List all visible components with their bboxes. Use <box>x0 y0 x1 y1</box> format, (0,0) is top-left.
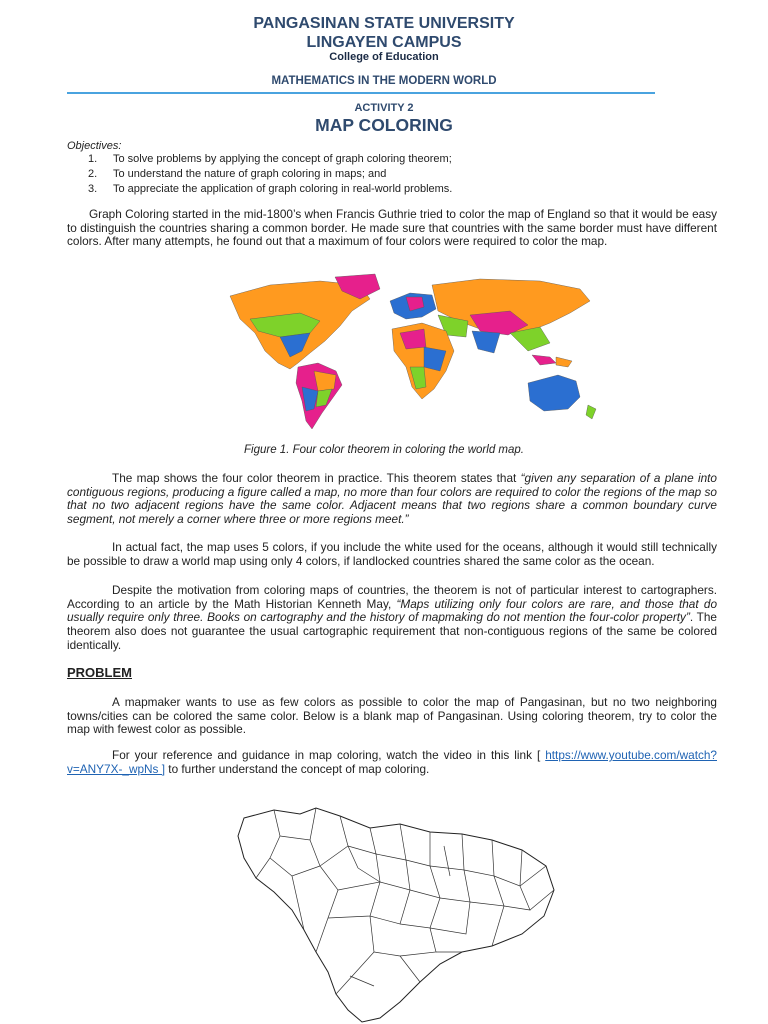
province-outline <box>238 808 554 1022</box>
course-title: MATHEMATICS IN THE MODERN WORLD <box>271 75 497 87</box>
objective-item: 1. To solve problems by applying the concept of graph coloring theorem; <box>88 153 452 165</box>
theorem-paragraph: The map shows the four color theorem in practice. This theorem states that “given any separation of a plane into contiguous regions, producing a figure called a map, no more than four colors are required to color the regions of the map so that no two adjacent regions have the same color. Adjacent means that two regions share a common boundary curve segment, not merely a corner where three or more regions meet.” <box>67 471 717 527</box>
objectives-list <box>67 152 452 197</box>
objective-item: 3. To appreciate the application of graph coloring in real-world problems. <box>88 183 453 195</box>
world-map-figure <box>210 271 610 436</box>
map-region <box>532 355 556 365</box>
objective-item: 2. To understand the nature of graph coloring in maps; and <box>88 168 387 180</box>
pangasinan-blank-map <box>230 806 560 1024</box>
motivation-paragraph: Despite the motivation from coloring maps of countries, the theorem is not of particular interest to cartographers. According to an article by the Math Historian Kenneth May, “Maps utilizing only four colors are rare, and those that do usually require only three. Books on cartography and the history of mapmaking do not mention the four-color property”. The theorem also does not guarantee the usual cartographic requirement that non-contiguous regions of the same be colored identically. <box>67 583 717 652</box>
may-quote: “Maps utilizing only four colors are rare, and those that do usually require only three. Books on cartography and the history of mapmaking do not mention the four-color property” <box>67 596 717 625</box>
colors-paragraph: In actual fact, the map uses 5 colors, if you include the white used for the oceans, although it would still technically be possible to draw a world map using only 4 colors, if landlocked countries shared the same color as the ocean. <box>67 540 717 568</box>
problem-paragraph: A mapmaker wants to use as few colors as possible to color the map of Pangasinan, but no two neighboring towns/cities can be colored the same color. Below is a blank map of Pangasinan. Using coloring theorem, try to color the map with fewest color as possible. <box>67 695 717 737</box>
theorem-quote: “given any separation of a plane into contiguous regions, producing a figure called a map, no more than four colors are required to color the regions of the map so that no two adjacent regions have the same color. Adjacent means that two regions share a common boundary curve segment, not merely a corner where three or more regions meet.” <box>67 471 717 527</box>
intro-paragraph: Graph Coloring started in the mid-1800’s when Francis Guthrie tried to color the map of England so that it would be easy to distinguish the countries sharing a common border. He made sure that countries with the same border must have different colors. After many attempts, he found out that a maximum of four colors were required to color the map. <box>67 207 717 249</box>
video-link[interactable]: https://www.youtube.com/watch?v=ANY7X-_wpNs ] <box>67 748 717 776</box>
campus-name: LINGAYEN CAMPUS <box>306 34 462 51</box>
activity-label: ACTIVITY 2 <box>354 102 414 114</box>
figure-caption: Figure 1. Four color theorem in coloring the world map. <box>244 444 524 456</box>
college-name: College of Education <box>329 51 439 63</box>
university-name: PANGASINAN STATE UNIVERSITY <box>253 15 515 32</box>
map-region <box>472 331 500 353</box>
map-region <box>556 357 572 367</box>
activity-title: MAP COLORING <box>315 115 453 135</box>
header-divider <box>67 92 655 94</box>
problem-heading: PROBLEM <box>67 665 132 680</box>
map-region <box>528 375 580 411</box>
objectives-label: Objectives: <box>67 140 122 152</box>
reference-paragraph: For your reference and guidance in map coloring, watch the video in this link [ https://www.youtube.com/watch?v=ANY7X-_wpNs ] to further understand the concept of map coloring. <box>67 748 717 776</box>
map-region <box>586 405 596 419</box>
